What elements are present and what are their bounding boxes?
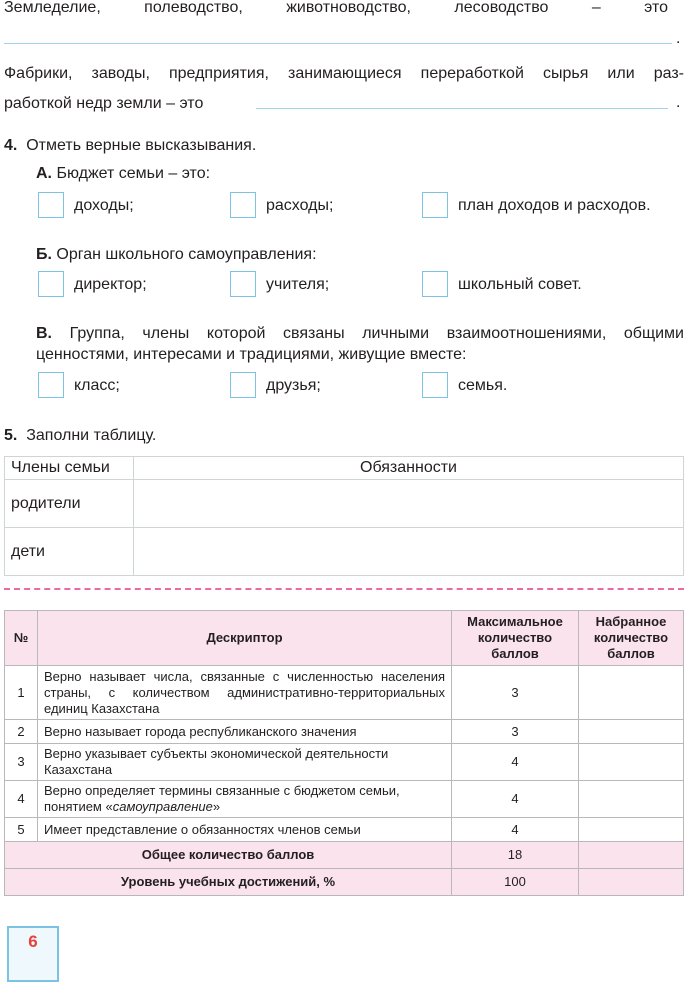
total-row	[5, 842, 684, 869]
answer-line-2[interactable]	[256, 108, 668, 109]
table-row	[5, 720, 684, 744]
table-row	[5, 528, 684, 576]
table-row	[5, 666, 684, 720]
question-4v-cont: ценностями, интересами и традициями, живущие вместе:	[36, 346, 467, 363]
table-row	[5, 480, 684, 528]
row-number: 4	[5, 781, 38, 818]
column-header: Дескриптор	[38, 611, 452, 666]
item-text: Бюджет семьи – это:	[56, 165, 211, 182]
column-header: Члены семьи	[5, 457, 134, 480]
answer-cell[interactable]	[134, 528, 684, 576]
item-letter: А.	[36, 165, 52, 182]
row-label: родители	[5, 480, 134, 528]
column-header: Набранное количество баллов	[579, 611, 684, 666]
total-label: Общее количество баллов	[5, 842, 452, 869]
score-cell[interactable]	[579, 869, 684, 896]
descriptor-quote: »	[212, 799, 221, 814]
checkbox-plan[interactable]	[422, 192, 448, 218]
row-number: 5	[5, 818, 38, 842]
descriptor: Верно называет числа, связанные с численностью населения страны, с количеством административно-территориальных единиц Казахстана	[38, 666, 452, 720]
answer-cell[interactable]	[134, 480, 684, 528]
row-number: 2	[5, 720, 38, 744]
column-header: Максимальное количество баллов	[452, 611, 579, 666]
column-header: №	[5, 611, 38, 666]
level-value: 100	[452, 869, 579, 896]
descriptor: Верно называет города республиканского значения	[38, 720, 452, 744]
question-4b	[36, 245, 317, 265]
question-number: 4.	[4, 137, 18, 154]
item-text: Орган школьного самоуправления:	[56, 246, 317, 263]
page-number: 6	[28, 932, 38, 951]
level-label: Уровень учебных достижений, %	[5, 869, 452, 896]
question-text: Отметь верные высказывания.	[26, 137, 257, 154]
checkbox-direktor[interactable]	[38, 271, 64, 297]
question-4	[4, 136, 256, 156]
option-label: доходы;	[74, 197, 134, 214]
table-row	[5, 744, 684, 781]
answer-line-1[interactable]	[4, 43, 672, 44]
fill-in-sentence-1: Земледелие, полеводство, животноводство, лесоводство – это	[4, 0, 668, 16]
column-header: Обязанности	[134, 457, 684, 480]
question-number: 5.	[4, 427, 18, 444]
descriptor: Верно указывает субъекты экономической деятельности Казахстана	[38, 744, 452, 781]
option-label: расходы;	[266, 197, 334, 214]
question-4a	[36, 164, 210, 184]
option-label: класс;	[74, 377, 120, 394]
row-number: 3	[5, 744, 38, 781]
question-4v	[36, 324, 684, 344]
item-letter: В.	[36, 325, 52, 342]
item-letter: Б.	[36, 246, 52, 263]
score-cell[interactable]	[579, 818, 684, 842]
item-text: Группа, члены которой связаны личными взаимоотношениями, общими	[69, 325, 684, 342]
page-number-badge	[7, 926, 59, 982]
descriptor: Имеет представление о обязанностях членов семьи	[38, 818, 452, 842]
option-label: друзья;	[266, 377, 321, 394]
checkbox-druzya[interactable]	[230, 372, 256, 398]
option-label: план доходов и расходов.	[458, 197, 651, 214]
checkbox-shkolny-sovet[interactable]	[422, 271, 448, 297]
descriptor-text: Верно определяет термины связанные с бюджетом семьи, понятием «	[44, 783, 400, 814]
option-label: директор;	[74, 276, 147, 293]
checkbox-semya[interactable]	[422, 372, 448, 398]
question-5	[4, 426, 156, 446]
checkbox-dohody[interactable]	[38, 192, 64, 218]
score-cell[interactable]	[579, 744, 684, 781]
fill-in-sentence-2: Фабрики, заводы, предприятия, занимающиеся переработкой сырья или раз-	[4, 65, 684, 82]
total-value: 18	[452, 842, 579, 869]
sentence-end-dot: .	[676, 30, 681, 47]
max-score: 4	[452, 818, 579, 842]
table-row	[5, 781, 684, 818]
option-label: школьный совет.	[458, 276, 582, 293]
checkbox-uchitelya[interactable]	[230, 271, 256, 297]
table-row	[5, 818, 684, 842]
checkbox-klass[interactable]	[38, 372, 64, 398]
dashed-separator	[4, 588, 684, 590]
row-number: 1	[5, 666, 38, 720]
question-text: Заполни таблицу.	[26, 427, 157, 444]
option-label: учителя;	[266, 276, 330, 293]
descriptor-term: самоуправление	[112, 799, 213, 814]
score-cell[interactable]	[579, 666, 684, 720]
descriptor	[38, 781, 452, 818]
score-cell[interactable]	[579, 781, 684, 818]
assessment-rubric-table	[4, 610, 684, 896]
max-score: 4	[452, 781, 579, 818]
row-label: дети	[5, 528, 134, 576]
max-score: 3	[452, 666, 579, 720]
score-cell[interactable]	[579, 842, 684, 869]
score-cell[interactable]	[579, 720, 684, 744]
level-row	[5, 869, 684, 896]
max-score: 3	[452, 720, 579, 744]
fill-in-sentence-2-cont: работкой недр земли – это	[4, 95, 204, 112]
option-label: семья.	[458, 377, 508, 394]
checkbox-rashody[interactable]	[230, 192, 256, 218]
family-duties-table	[4, 456, 684, 576]
max-score: 4	[452, 744, 579, 781]
sentence-end-dot: .	[676, 94, 681, 111]
